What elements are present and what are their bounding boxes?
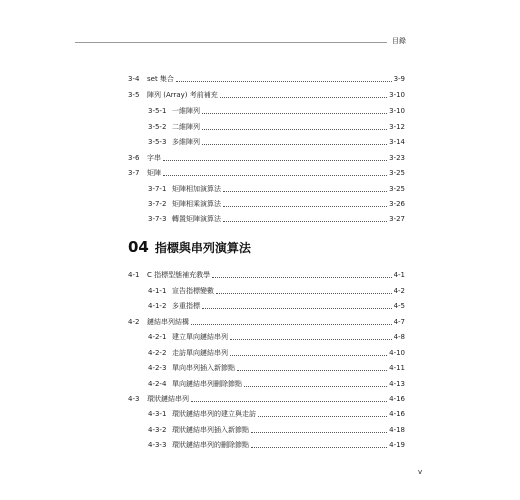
toc-entry-title: 環狀鏈結串列 <box>147 395 189 403</box>
dot-leader <box>202 112 387 114</box>
toc-entry-number: 4-2-4 <box>148 380 167 388</box>
dot-leader <box>191 400 387 402</box>
toc-entry-title: 一維陣列 <box>172 107 200 115</box>
toc-entry-number: 4-2-2 <box>148 349 167 357</box>
toc-entry-title: 宣告指標變數 <box>172 287 214 295</box>
toc-entry-title: 多重指標 <box>172 302 200 310</box>
dot-leader <box>223 220 387 222</box>
toc-subentry[interactable] <box>148 196 405 208</box>
dot-leader <box>191 323 392 325</box>
dot-leader <box>258 415 387 417</box>
toc-subentry[interactable] <box>148 103 405 115</box>
toc-entry-page: 4-13 <box>389 380 405 388</box>
toc-subentry[interactable] <box>148 211 405 223</box>
toc-entry-title: 多維陣列 <box>172 138 200 146</box>
dot-leader <box>216 292 392 294</box>
dot-leader <box>237 369 387 371</box>
toc-entry-number: 3-7-1 <box>148 185 167 193</box>
dot-leader <box>202 307 392 309</box>
toc-subentry[interactable] <box>148 283 405 295</box>
toc-entry[interactable] <box>128 267 405 279</box>
dot-leader <box>223 190 387 192</box>
toc-entry-title: 二維陣列 <box>172 123 200 131</box>
toc-entry-page: 3-26 <box>389 200 405 208</box>
toc-entry-title: 轉置矩陣演算法 <box>172 215 221 223</box>
toc-entry-title: 單向串列插入新節點 <box>172 364 235 372</box>
toc-subentry[interactable] <box>148 329 405 341</box>
toc-entry-page: 4-1 <box>393 271 405 279</box>
toc-entry-page: 4-8 <box>393 333 405 341</box>
toc-entry-number: 3-4 <box>128 75 140 83</box>
toc-subentry[interactable] <box>148 406 405 418</box>
toc-entry-title: C 指標型態補充教學 <box>147 271 211 279</box>
toc-entry-number: 3-6 <box>128 154 140 162</box>
toc-entry-page: 4-11 <box>389 364 405 372</box>
toc-entry-number: 3-5 <box>128 91 140 99</box>
toc-entry-page: 3-9 <box>393 75 405 83</box>
chapter-heading <box>128 238 251 256</box>
toc-entry-title: 字串 <box>147 154 161 162</box>
toc-subentry[interactable] <box>148 298 405 310</box>
toc-entry-title: 環狀鏈結串列的刪除節點 <box>172 441 249 449</box>
toc-entry-title: set 集合 <box>147 75 174 83</box>
toc-entry-title: 環狀鏈結串列的建立與走訪 <box>172 410 256 418</box>
toc-entry-page: 3-14 <box>389 138 405 146</box>
toc-entry-page: 4-10 <box>389 349 405 357</box>
toc-entry-number: 4-2-1 <box>148 333 167 341</box>
dot-leader <box>220 96 387 98</box>
toc-entry-title: 建立單向鏈結串列 <box>172 333 228 341</box>
toc-entry-page: 3-25 <box>389 185 405 193</box>
toc-entry-number: 4-3-3 <box>148 441 167 449</box>
toc-entry-page: 4-18 <box>389 426 405 434</box>
toc-entry-number: 3-7 <box>128 169 140 177</box>
toc-entry-page: 3-10 <box>389 107 405 115</box>
toc-entry-page: 4-2 <box>393 287 405 295</box>
toc-subentry[interactable] <box>148 376 405 388</box>
toc-entry-page: 3-23 <box>389 154 405 162</box>
toc-entry-number: 3-7-3 <box>148 215 167 223</box>
toc-entry-title: 環狀鏈結串列插入新節點 <box>172 426 249 434</box>
toc-entry-page: 4-5 <box>393 302 405 310</box>
toc-entry[interactable] <box>128 391 405 403</box>
toc-entry-title: 矩陣相加演算法 <box>172 185 221 193</box>
dot-leader <box>212 276 391 278</box>
toc-entry-number: 3-5-3 <box>148 138 167 146</box>
toc-entry-number: 4-3-1 <box>148 410 167 418</box>
toc-entry-page: 3-10 <box>389 91 405 99</box>
chapter-title: 指標與串列演算法 <box>154 241 251 255</box>
toc-subentry[interactable] <box>148 345 405 357</box>
toc-entry-number: 4-3-2 <box>148 426 167 434</box>
toc-entry-number: 4-1-2 <box>148 302 167 310</box>
toc-entry-number: 4-1 <box>128 271 140 279</box>
toc-entry[interactable] <box>128 87 405 99</box>
toc-entry-title: 單向鏈結串列刪除節點 <box>172 380 242 388</box>
toc-entry-title: 矩陣 <box>147 169 161 177</box>
chapter-number: 04 <box>128 238 149 256</box>
dot-leader <box>230 338 392 340</box>
dot-leader <box>176 80 392 82</box>
toc-subentry[interactable] <box>148 437 405 449</box>
dot-leader <box>202 128 387 130</box>
toc-entry-number: 4-2-3 <box>148 364 167 372</box>
running-header: 目錄 <box>392 37 406 45</box>
toc-subentry[interactable] <box>148 422 405 434</box>
toc-entry[interactable] <box>128 314 405 326</box>
toc-entry-page: 4-16 <box>389 395 405 403</box>
dot-leader <box>202 143 387 145</box>
toc-entry-title: 鏈結串列結構 <box>147 318 189 326</box>
dot-leader <box>223 205 387 207</box>
toc-entry-page: 3-12 <box>389 123 405 131</box>
toc-entry[interactable] <box>128 71 405 83</box>
toc-entry-page: 4-19 <box>389 441 405 449</box>
toc-entry-title: 矩陣相乘演算法 <box>172 200 221 208</box>
toc-entry-number: 4-1-1 <box>148 287 167 295</box>
dot-leader <box>251 431 387 433</box>
toc-entry-number: 4-3 <box>128 395 140 403</box>
toc-entry-page: 3-27 <box>389 215 405 223</box>
toc-entry-number: 4-2 <box>128 318 140 326</box>
toc-entry-title: 陣列 (Array) 考前補充 <box>147 91 218 99</box>
dot-leader <box>230 354 387 356</box>
toc-subentry[interactable] <box>148 134 405 146</box>
toc-entry[interactable] <box>128 165 405 177</box>
toc-subentry[interactable] <box>148 119 405 131</box>
dot-leader <box>251 446 387 448</box>
header-rule <box>75 42 387 43</box>
toc-entry-number: 3-5-2 <box>148 123 167 131</box>
toc-subentry[interactable] <box>148 181 405 193</box>
toc-subentry[interactable] <box>148 360 405 372</box>
toc-entry-page: 4-7 <box>393 318 405 326</box>
dot-leader <box>163 159 387 161</box>
toc-entry-title: 走訪單向鏈結串列 <box>172 349 228 357</box>
toc-entry[interactable] <box>128 150 405 162</box>
toc-entry-page: 4-16 <box>389 410 405 418</box>
dot-leader <box>163 174 387 176</box>
dot-leader <box>244 385 387 387</box>
page-number: v <box>418 468 423 476</box>
toc-entry-page: 3-25 <box>389 169 405 177</box>
toc-entry-number: 3-7-2 <box>148 200 167 208</box>
toc-entry-number: 3-5-1 <box>148 107 167 115</box>
